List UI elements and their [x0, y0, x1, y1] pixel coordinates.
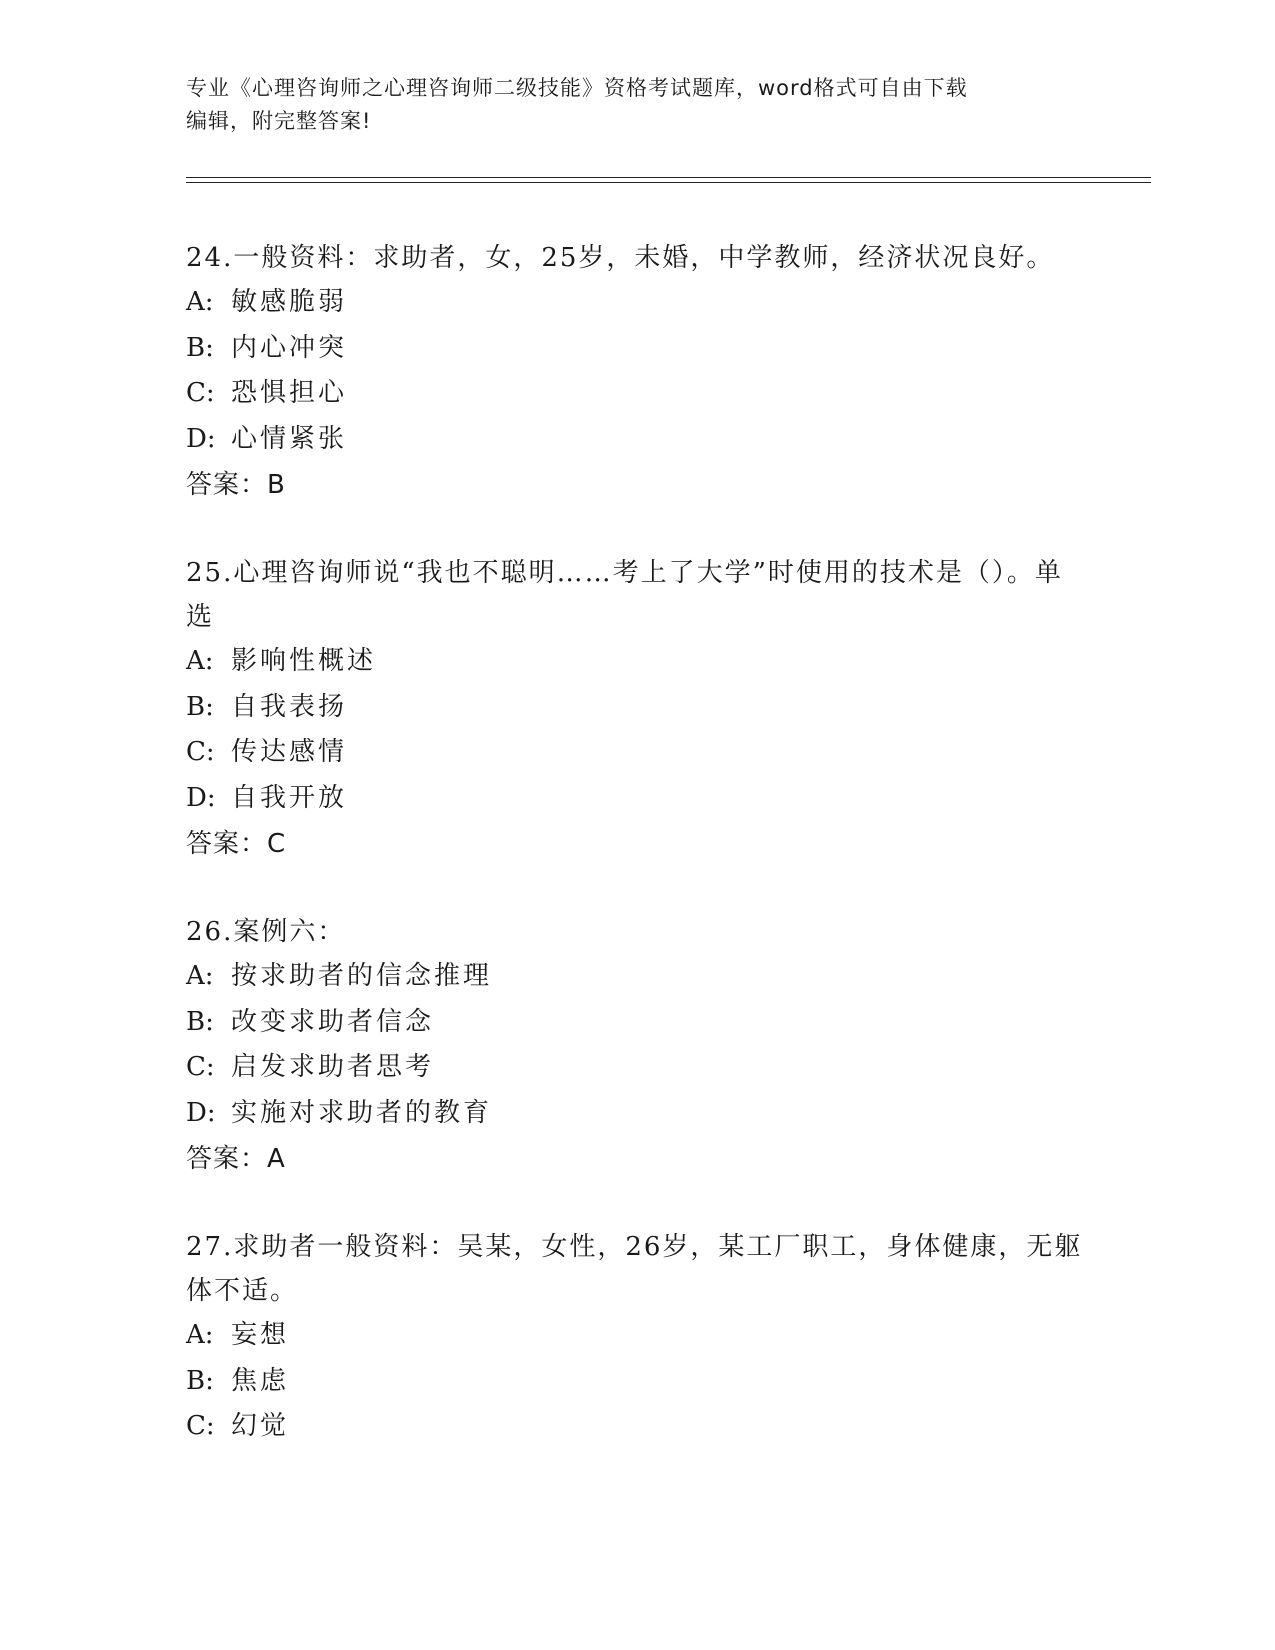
option-letter: A: — [186, 646, 214, 676]
option-text: 恐惧担心 — [231, 378, 348, 408]
option-a — [186, 280, 1086, 326]
option-text: 启发求助者思考 — [231, 1052, 435, 1082]
answer-line: 答案：B — [186, 470, 286, 500]
option-text: 敏感脆弱 — [231, 287, 348, 317]
option-a — [186, 639, 1086, 685]
option-c — [186, 371, 1086, 417]
option-letter: B: — [186, 332, 214, 363]
header-line-1: 专业《心理咨询师之心理咨询师二级技能》资格考试题库，word格式可自由下载 — [186, 76, 968, 100]
question-24 — [186, 236, 1086, 508]
option-d — [186, 776, 1086, 822]
option-b — [186, 1000, 1086, 1046]
answer-line: 答案：A — [186, 1144, 286, 1174]
option-text: 内心冲突 — [231, 332, 348, 363]
option-a — [186, 954, 1086, 1000]
option-c — [186, 1045, 1086, 1091]
option-letter: B: — [186, 1365, 214, 1396]
option-letter: A: — [186, 961, 214, 991]
option-text: 自我开放 — [231, 782, 348, 813]
header-divider-top — [186, 177, 1151, 178]
option-letter: D: — [186, 782, 216, 813]
question-25 — [186, 551, 1086, 867]
option-text: 焦虑 — [231, 1365, 290, 1396]
option-text: 自我表扬 — [231, 691, 348, 722]
option-text: 实施对求助者的教育 — [231, 1097, 493, 1128]
option-text: 影响性概述 — [231, 646, 377, 676]
question-stem: 27.求助者一般资料：吴某，女性，26岁，某工厂职工，身体健康，无躯体不适。 — [186, 1232, 1083, 1306]
option-a — [186, 1313, 1086, 1359]
option-letter: D: — [186, 1097, 216, 1128]
option-letter: D: — [186, 423, 216, 454]
option-letter: C: — [186, 1052, 215, 1082]
option-b — [186, 1359, 1086, 1405]
option-d — [186, 1091, 1086, 1137]
option-d — [186, 417, 1086, 463]
option-letter: C: — [186, 737, 215, 767]
question-stem: 24.一般资料：求助者，女，25岁，未婚，中学教师，经济状况良好。 — [186, 243, 1055, 273]
option-text: 幻觉 — [231, 1411, 290, 1441]
option-letter: B: — [186, 1006, 214, 1037]
question-stem: 26.案例六： — [186, 917, 346, 947]
option-b — [186, 685, 1086, 731]
option-letter: A: — [186, 1320, 214, 1350]
option-text: 妄想 — [231, 1320, 290, 1350]
option-letter: C: — [186, 1411, 215, 1441]
option-c — [186, 1404, 1086, 1450]
answer-line: 答案：C — [186, 829, 287, 859]
option-b — [186, 326, 1086, 372]
option-text: 改变求助者信念 — [231, 1006, 435, 1037]
question-list — [186, 236, 1086, 1493]
option-text: 心情紧张 — [231, 423, 348, 454]
option-letter: C: — [186, 378, 215, 408]
option-letter: B: — [186, 691, 214, 722]
option-text: 按求助者的信念推理 — [231, 961, 493, 991]
question-26 — [186, 910, 1086, 1182]
header-divider-bottom — [186, 182, 1151, 183]
document-header — [186, 72, 1066, 138]
option-text: 传达感情 — [231, 737, 348, 767]
question-stem: 25.心理咨询师说“我也不聪明……考上了大学”时使用的技术是（）。单选 — [186, 558, 1063, 632]
option-c — [186, 730, 1086, 776]
header-line-2: 编辑，附完整答案! — [186, 109, 372, 133]
question-27 — [186, 1225, 1086, 1450]
option-letter: A: — [186, 287, 214, 317]
